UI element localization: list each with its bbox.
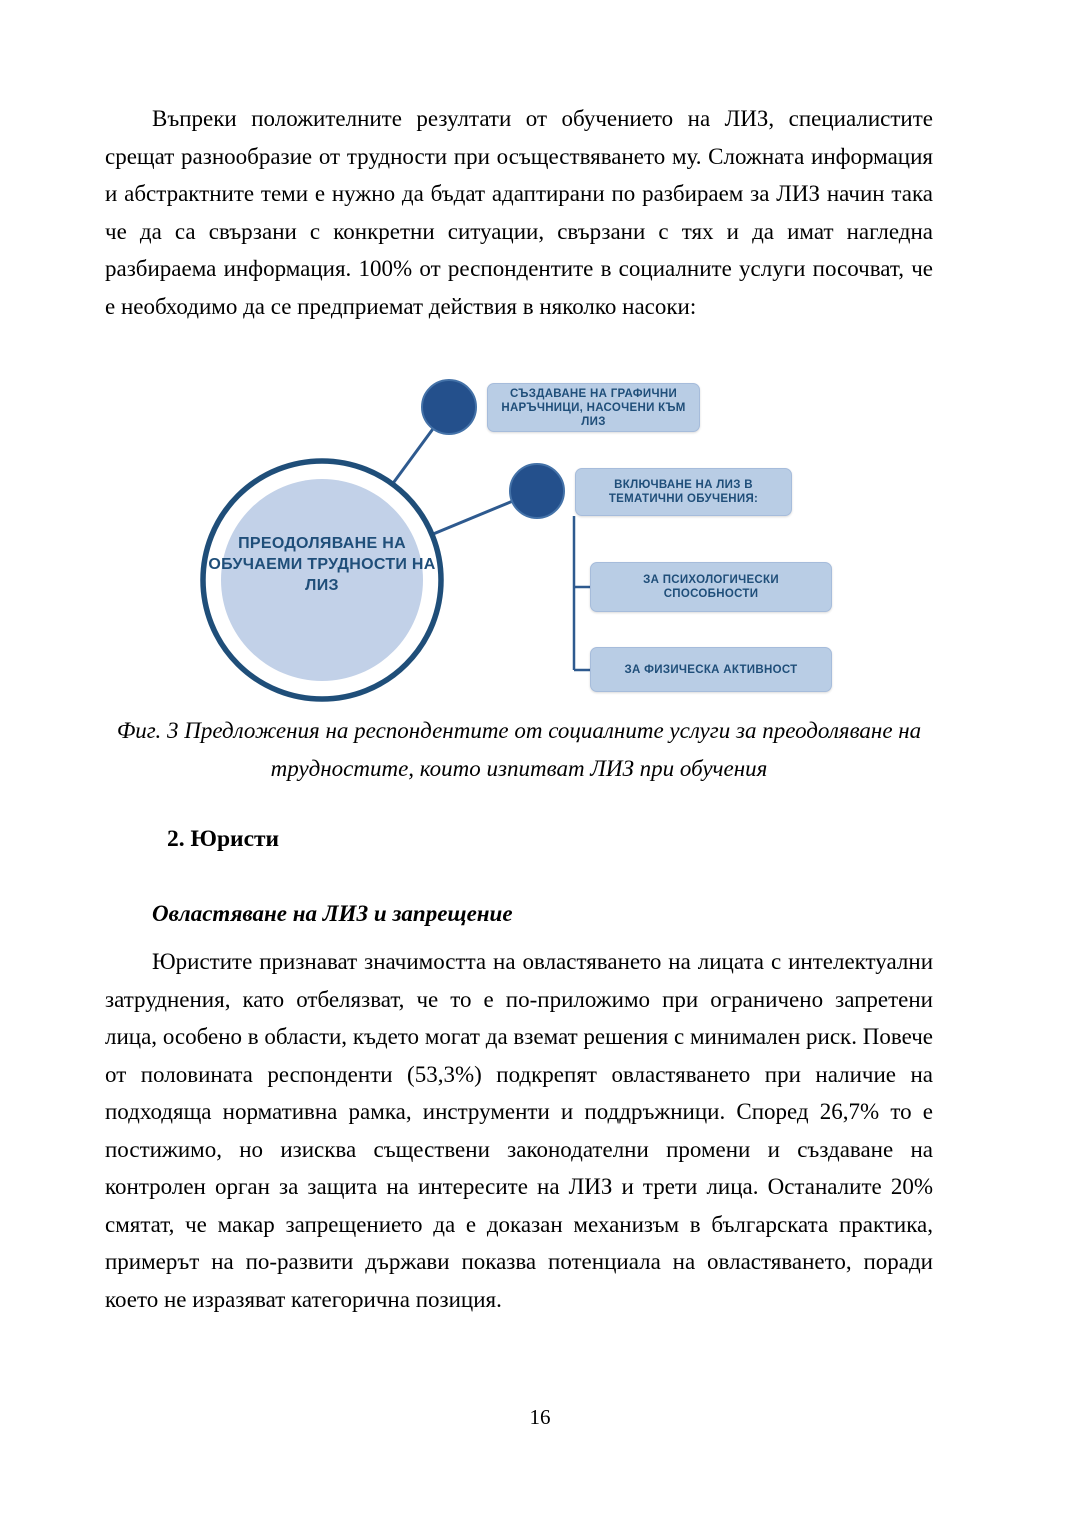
figure-caption: Фиг. 3 Предложения на респондентите от социалните услуги за преодоляване на трудностите, които изпитват ЛИЗ при обучения [116, 718, 922, 781]
figure-diagram [150, 370, 850, 710]
paragraph-lawyers: Юристите признават значимостта на овластяването на лицата с интелектуални затруднения, като отбелязват, че то е по-приложимо при ограничено запретени лица, особено в области, където могат да вземат решения с минимален риск. Повече от половината респонденти (53,3%) подкрепят овластяването при наличие на подходяща нормативна рамка, инструменти и поддръжници. Според 26,7% то е постижимо, но изисква съществени законодателни промени и създаване на контролен орган за защита на интересите на ЛИЗ и трети лица. Останалите 20% смятат, че макар запрещението да е доказан механизъм в българската практика, примерът на по-развити държави показва потенциала на овластяването, поради което не изразяват категорична позиция. [105, 949, 933, 1312]
paragraph-intro: Въпреки положителните резултати от обучението на ЛИЗ, специалистите срещат разнообразие от трудности при осъществяването му. Сложната информация и абстрактните теми е нужно да бъдат адаптирани по разбираем за ЛИЗ начин така че да са свързани с конкретни ситуации, свързани с тях и да имат нагледна разбираема информация. 100% от респондентите в социалните услуги посочват, че е необходимо да се предприемат действия в няколко насоки: [105, 106, 933, 319]
subsection-heading-empowerment: Овластяване на ЛИЗ и запрещение [152, 901, 513, 926]
node1-bullet-icon [422, 380, 476, 434]
section-heading-lawyers: 2. Юристи [167, 826, 280, 852]
diagram-node-graphic-guides: СЪЗДАВАНЕ НА ГРАФИЧНИ НАРЪЧНИЦИ, НАСОЧЕНИ КЪМ ЛИЗ [487, 383, 700, 432]
node2-bullet-icon [510, 464, 564, 518]
diagram-node-thematic-trainings: ВКЛЮЧВАНЕ НА ЛИЗ В ТЕМАТИЧНИ ОБУЧЕНИЯ: [575, 468, 792, 516]
diagram-subnode-psychological: ЗА ПСИХОЛОГИЧЕСКИ СПОСОБНОСТИ [590, 562, 832, 612]
page-number: 16 [529, 1405, 551, 1429]
diagram-center-label: ПРЕОДОЛЯВАНЕ НА ОБУЧАЕМИ ТРУДНОСТИ НА ЛИЗ [208, 535, 436, 594]
diagram-subnode-physical-activity: ЗА ФИЗИЧЕСКА АКТИВНОСТ [590, 647, 832, 692]
